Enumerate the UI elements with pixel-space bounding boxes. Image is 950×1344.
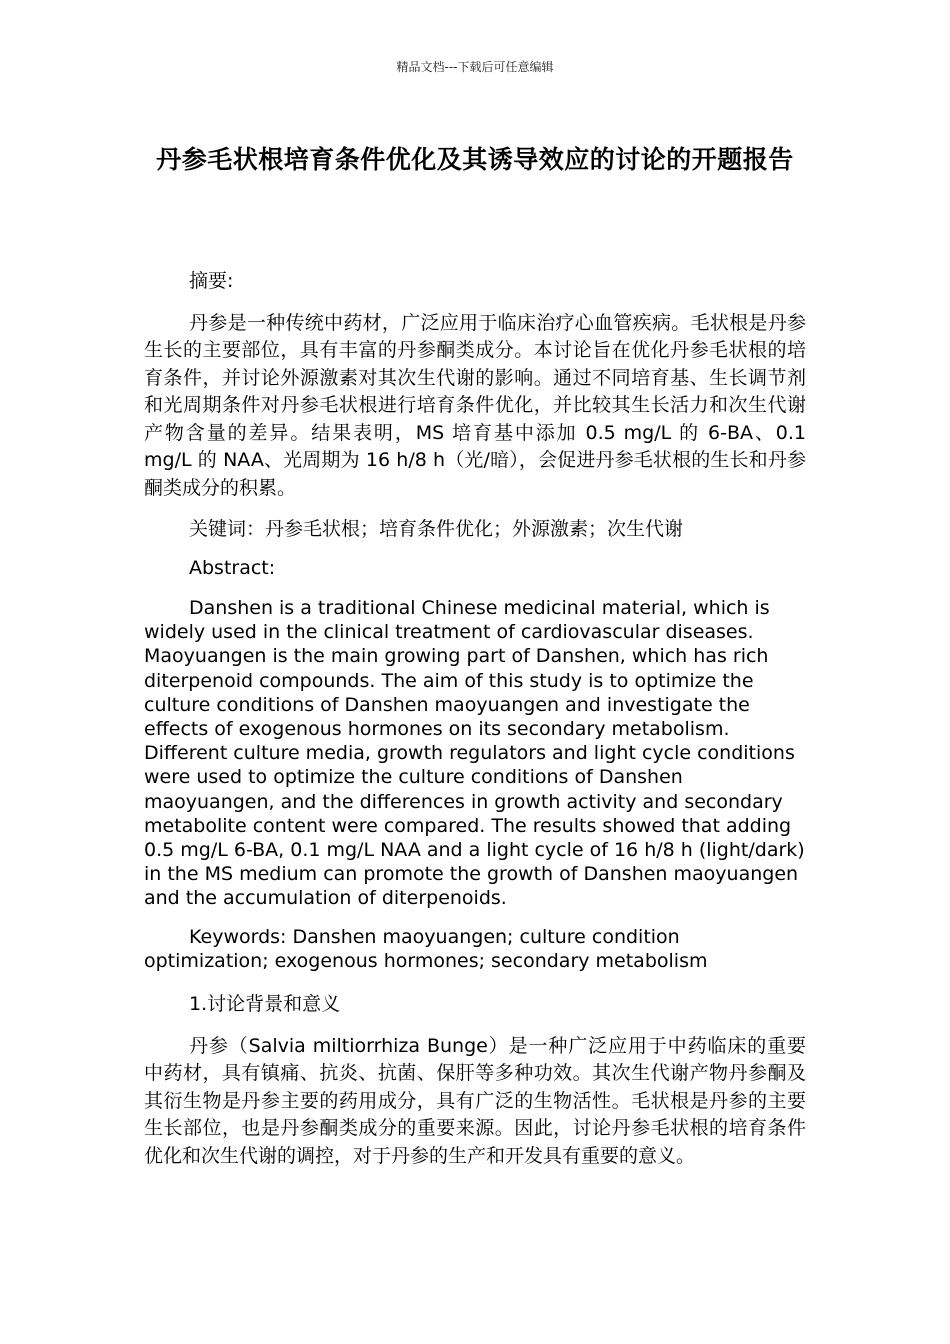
page-header-note: 精品文档---下载后可任意编辑	[396, 60, 554, 74]
section-1-heading: 1.讨论背景和意义	[189, 993, 341, 1016]
keywords-en: Keywords: Danshen maoyuangen; culture condition optimization; exogenous hormones; secondary metabolism	[144, 925, 708, 972]
abstract-en-paragraph: Danshen is a traditional Chinese medicinal material, which is widely used in the clinical treatment of cardiovascular diseases. Maoyuangen is the main growing part of Danshen, which has rich diterpenoid compounds. The aim of this study is to optimize the culture conditions of Danshen maoyuangen and investigate the effects of exogenous hormones on its secondary metabolism. Different culture media, growth regulators and light cycle conditions were used to optimize the culture conditions of Danshen maoyuangen, and the differences in growth activity and secondary metabolite content were compared. The results showed that adding 0.5 mg/L 6-BA, 0.1 mg/L NAA and a light cycle of 16 h/8 h (light/dark) in the MS medium can promote the growth of Danshen maoyuangen and the accumulation of diterpenoids.	[144, 597, 805, 910]
section-1-paragraph: 丹参（Salvia miltiorrhiza Bunge）是一种广泛应用于中药临床的重要中药材，具有镇痛、抗炎、抗菌、保肝等多种功效。其次生代谢产物丹参酮及其衍生物是丹参主要的药用成分，具有广泛的生物活性。毛状根是丹参的主要生长部位，也是丹参酮类成分的重要来源。因此，讨论丹参毛状根的培育条件优化和次生代谢的调控，对于丹参的生产和开发具有重要的意义。	[144, 1034, 806, 1167]
abstract-zh-heading: 摘要:	[189, 270, 234, 292]
document-title: 丹参毛状根培育条件优化及其诱导效应的讨论的开题报告	[156, 145, 794, 174]
abstract-en-heading: Abstract:	[189, 556, 276, 579]
document-body	[144, 268, 806, 1170]
keywords-zh: 关键词：丹参毛状根；培育条件优化；外源激素；次生代谢	[189, 518, 684, 540]
abstract-zh-paragraph: 丹参是一种传统中药材，广泛应用于临床治疗心血管疾病。毛状根是丹参生长的主要部位，具有丰富的丹参酮类成分。本讨论旨在优化丹参毛状根的培育条件，并讨论外源激素对其次生代谢的影响。通过不同培育基、生长调节剂和光周期条件对丹参毛状根进行培育条件优化，并比较其生长活力和次生代谢产物含量的差异。结果表明，MS 培育基中添加 0.5 mg/L 的 6-BA、0.1 mg/L 的 NAA、光周期为 16 h/8 h（光/暗），会促进丹参毛状根的生长和丹参酮类成分的积累。	[144, 311, 806, 499]
